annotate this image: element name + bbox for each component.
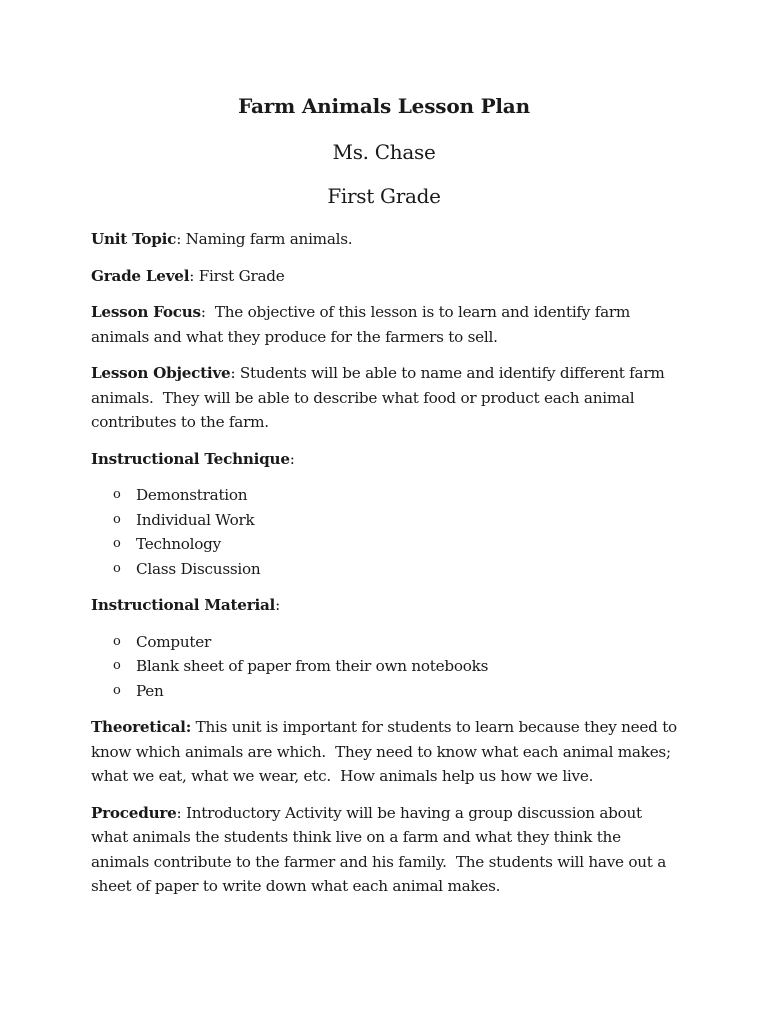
procedure-line: what animals the students think live on a farm and what they think the xyxy=(91,828,621,846)
document-title: Farm Animals Lesson Plan xyxy=(238,94,530,118)
procedure-line: animals contribute to the farmer and his family. The students will have out a xyxy=(91,852,667,871)
theoretical-label: Theoretical: xyxy=(91,718,192,736)
procedure-label: Procedure xyxy=(91,803,177,822)
instructional-material-label: Instructional Material xyxy=(91,596,276,614)
procedure-line: sheet of paper to write down what each animal makes. xyxy=(91,877,501,895)
list-item xyxy=(91,679,691,704)
theoretical-line: what we eat, what we wear, etc. How animals help us how we live. xyxy=(91,767,594,785)
theoretical-paragraph xyxy=(91,715,691,789)
list-item-text: Computer xyxy=(136,632,212,651)
unit-topic-text: Naming farm animals. xyxy=(185,230,353,248)
teacher-name: Ms. Chase xyxy=(332,140,436,164)
grade-level-label: Grade Level xyxy=(91,266,190,285)
list-item-text: Individual Work xyxy=(136,510,255,529)
lesson-objective-line: Students will be able to name and identify different farm xyxy=(239,364,665,382)
list-item xyxy=(91,508,691,533)
list-item xyxy=(91,532,691,557)
instructional-technique-separator: : xyxy=(289,449,295,468)
document-body xyxy=(91,227,691,911)
instructional-technique-label: Instructional Technique xyxy=(91,449,290,468)
lesson-objective-separator: : xyxy=(230,364,240,382)
lesson-focus-line: animals and what they produce for the farmers to sell. xyxy=(91,327,498,346)
theoretical-line: This unit is important for students to learn because they need to xyxy=(195,718,677,736)
bullet-circle-icon: o xyxy=(113,682,121,698)
list-item-text: Class Discussion xyxy=(136,559,261,578)
lesson-focus-line: The objective of this lesson is to learn and identify farm xyxy=(214,303,631,321)
bullet-circle-icon: o xyxy=(113,560,121,576)
list-item xyxy=(91,630,691,655)
grade-level-separator: : xyxy=(189,266,199,285)
grade-heading: First Grade xyxy=(327,184,441,208)
unit-topic-paragraph xyxy=(91,227,691,252)
procedure-separator: : xyxy=(176,803,186,822)
lesson-focus-paragraph xyxy=(91,300,691,349)
bullet-circle-icon: o xyxy=(113,487,121,502)
list-item xyxy=(91,557,691,582)
lesson-objective-paragraph xyxy=(91,361,691,435)
grade-level-paragraph xyxy=(91,264,691,289)
instructional-material-separator: : xyxy=(275,596,280,614)
instructional-material-paragraph xyxy=(91,593,691,618)
lesson-objective-line: contributes to the farm. xyxy=(91,413,269,431)
lesson-focus-label: Lesson Focus xyxy=(91,303,201,321)
unit-topic-label: Unit Topic xyxy=(91,230,177,248)
unit-topic-separator: : xyxy=(176,230,186,248)
grade-level-text: First Grade xyxy=(198,266,285,285)
list-item-text: Pen xyxy=(136,681,164,700)
bullet-circle-icon: o xyxy=(113,536,121,551)
instructional-technique-list xyxy=(91,483,691,581)
procedure-line: Introductory Activity will be having a group discussion about xyxy=(186,803,642,822)
list-item-text: Technology xyxy=(136,535,221,553)
instructional-material-list xyxy=(91,630,691,704)
theoretical-line: know which animals are which. They need to know what each animal makes; xyxy=(91,742,671,761)
procedure-paragraph xyxy=(91,801,691,899)
list-item-text: Demonstration xyxy=(136,486,248,504)
bullet-circle-icon: o xyxy=(113,658,121,673)
list-item xyxy=(91,483,691,508)
list-item xyxy=(91,654,691,679)
bullet-circle-icon: o xyxy=(113,633,121,649)
lesson-objective-line: animals. They will be able to describe what food or product each animal xyxy=(91,388,635,407)
bullet-circle-icon: o xyxy=(113,511,121,527)
lesson-objective-label: Lesson Objective xyxy=(91,364,231,382)
list-item-text: Blank sheet of paper from their own notebooks xyxy=(136,657,489,675)
instructional-technique-paragraph xyxy=(91,447,691,472)
lesson-focus-separator: : xyxy=(200,303,215,321)
